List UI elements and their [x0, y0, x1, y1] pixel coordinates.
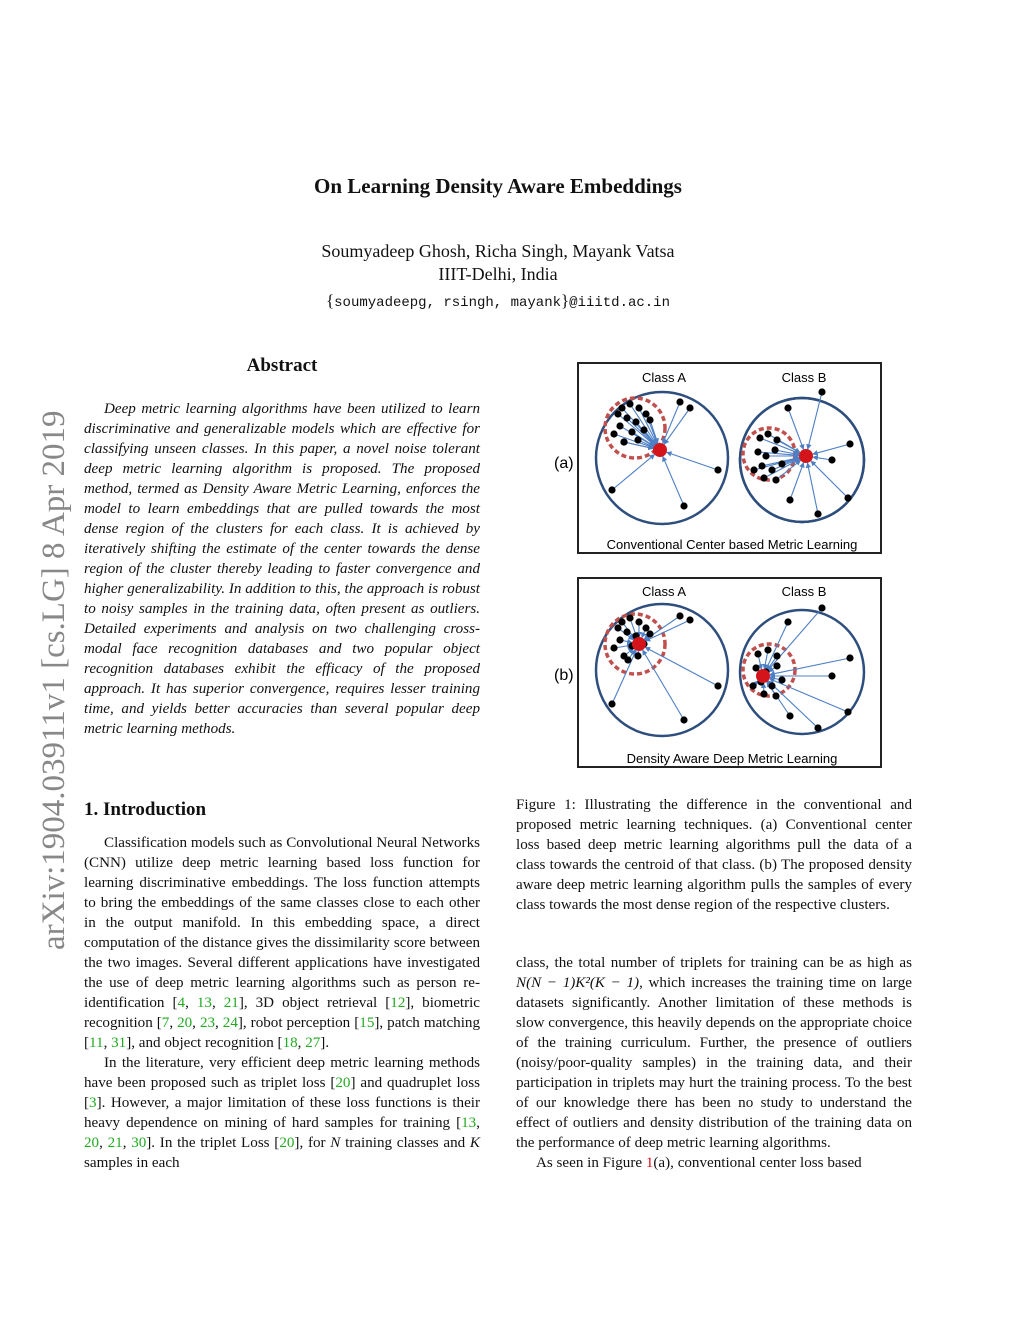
arxiv-side-stamp: arXiv:1904.03911v1 [cs.LG] 8 Apr 2019	[36, 410, 72, 950]
figure-reference-link[interactable]: 1	[645, 1155, 654, 1171]
sample-point	[616, 636, 623, 643]
sample-point	[762, 452, 769, 459]
panel-b-class-a-label: Class A	[641, 584, 687, 599]
introduction-body	[84, 833, 480, 1173]
citation-link[interactable]: 31	[111, 1035, 127, 1051]
sample-point	[686, 404, 693, 411]
sample-point	[618, 618, 625, 625]
sample-point	[752, 664, 759, 671]
sample-point	[764, 430, 771, 437]
sample-point	[646, 630, 653, 637]
citation-link[interactable]: 15	[359, 1015, 375, 1031]
sample-point	[686, 616, 693, 623]
pull-arrow	[667, 452, 718, 470]
sample-point	[618, 404, 625, 411]
sample-point	[680, 716, 687, 723]
panel-a-scatter	[596, 388, 864, 524]
citation-link[interactable]: 4	[177, 995, 186, 1011]
panel-b-class-b-label: Class B	[781, 584, 827, 599]
citation-link[interactable]: 20	[177, 1015, 193, 1031]
sample-point	[626, 614, 633, 621]
panel-b-label: (b)	[554, 667, 574, 684]
sample-point	[814, 724, 821, 731]
sample-point	[616, 422, 623, 429]
sample-point	[754, 448, 761, 455]
abstract-body	[84, 399, 480, 739]
citation-link[interactable]: 23	[199, 1015, 216, 1031]
sample-point	[614, 410, 621, 417]
sample-point	[614, 624, 621, 631]
caption-text: Figure 1: Illustrating the difference in the conventional and proposed metric learning techniques. (a) Conventional center loss based deep metric learning algorithms pull the data of a class towards the centroid of that class. (b) The proposed density aware deep metric learning algorithm pulls the samples of every class towards the most dense region of the respective clusters.	[516, 797, 912, 913]
right-paragraph-2: As seen in Figure 1(a), conventional center loss based	[536, 1155, 862, 1171]
sample-point	[828, 672, 835, 679]
sample-point	[773, 662, 780, 669]
right-paragraph-1: class, the total number of triplets for training can be as high as N(N − 1)K²(K − 1), which increases the training time on large datasets significantly. Another limitation of these methods is slow convergence, this heavily depends on the appropriate choice of the training curriculum. Further, the presence of outliers (noisy/poor-quality samples) in the training data, and their participation in triplets may hurt the training process. To the best of our knowledge there has been no study to understand the effect of outliers and density distribution of the training data on the performance of deep metric learning algorithms.	[516, 955, 912, 1151]
pull-arrow	[643, 650, 684, 720]
sample-point	[714, 466, 721, 473]
right-column-body	[516, 953, 912, 1173]
sample-point	[610, 430, 617, 437]
sample-point	[756, 434, 763, 441]
sample-point	[676, 612, 683, 619]
citation-link[interactable]: 21	[223, 995, 239, 1011]
sample-point	[642, 410, 649, 417]
pull-arrow	[788, 408, 804, 449]
sample-point	[814, 510, 821, 517]
pull-arrow	[663, 456, 684, 506]
citation-link[interactable]: 30	[131, 1135, 147, 1151]
panel-a-frame	[578, 363, 881, 553]
sample-point	[773, 436, 780, 443]
sample-point	[626, 400, 633, 407]
sample-point	[778, 460, 785, 467]
sample-point	[771, 446, 778, 453]
abstract-heading: Abstract	[246, 355, 318, 376]
citation-link[interactable]: 24	[222, 1015, 238, 1031]
section-heading-introduction: 1. Introduction	[84, 799, 207, 820]
sample-point	[786, 712, 793, 719]
class-center-marker-b1	[632, 637, 646, 651]
sample-point	[768, 682, 775, 689]
sample-point	[610, 644, 617, 651]
panel-a-title: Conventional Center based Metric Learning	[606, 537, 858, 552]
sample-point	[635, 618, 642, 625]
sample-point	[778, 676, 785, 683]
panel-a-label: (a)	[554, 455, 574, 472]
citation-link[interactable]: 20	[335, 1075, 351, 1091]
sample-point	[760, 474, 767, 481]
citation-link[interactable]: 27	[305, 1035, 321, 1051]
pull-arrow	[664, 408, 690, 444]
panel-a-class-a-label: Class A	[641, 370, 687, 385]
sample-point	[623, 628, 630, 635]
triplet-count-formula: N(N − 1)K²(K − 1)	[516, 975, 640, 991]
sample-point	[760, 690, 767, 697]
pull-arrow	[770, 658, 850, 675]
sample-point	[624, 656, 631, 663]
citation-link[interactable]: 11	[89, 1035, 104, 1051]
figure-1-diagram	[532, 360, 892, 772]
class-cluster-boundary-b1	[596, 604, 728, 736]
affiliation: IIIT-Delhi, India	[438, 264, 558, 284]
pull-arrow	[645, 620, 690, 641]
sample-point	[642, 624, 649, 631]
sample-point	[640, 426, 647, 433]
citation-link[interactable]: 13	[461, 1115, 477, 1131]
pull-arrow	[807, 463, 818, 514]
sample-point	[634, 436, 641, 443]
figure-1-caption	[516, 795, 912, 915]
citation-link[interactable]: 20	[279, 1135, 295, 1151]
sample-point	[750, 466, 757, 473]
sample-point	[784, 404, 791, 411]
figure-1	[532, 360, 892, 777]
panel-b-scatter	[596, 604, 864, 736]
sample-point	[628, 428, 635, 435]
sample-point	[754, 650, 761, 657]
sample-point	[620, 438, 627, 445]
sample-point	[632, 418, 639, 425]
sample-point	[608, 700, 615, 707]
sample-point	[714, 682, 721, 689]
sample-point	[846, 440, 853, 447]
class-center-marker-a2	[799, 449, 813, 463]
sample-point	[786, 496, 793, 503]
citation-link[interactable]: 12	[390, 995, 406, 1011]
sample-point	[635, 404, 642, 411]
sample-point	[768, 466, 775, 473]
intro-paragraph-2: In the literature, very efficient deep metric learning methods have been proposed such as triplet loss [20] and quadruplet loss [3]. However, a major limitation of these loss functions is their heavy dependence on mining of hard samples for training [13, 20, 21, 30]. In the triplet Loss [20], for N training classes and K samples in each	[84, 1055, 480, 1171]
class-center-marker-b2	[756, 669, 770, 683]
citation-link[interactable]: 7	[161, 1015, 170, 1031]
sample-point	[846, 654, 853, 661]
sample-point	[844, 708, 851, 715]
sample-point	[773, 652, 780, 659]
citation-link[interactable]: 3	[89, 1095, 97, 1111]
sample-point	[749, 682, 756, 689]
pull-arrow	[790, 463, 804, 500]
pull-arrow	[612, 454, 655, 490]
sample-point	[623, 414, 630, 421]
sample-point	[784, 618, 791, 625]
pull-arrow	[811, 461, 848, 498]
paper-title: On Learning Density Aware Embeddings	[314, 174, 682, 198]
sample-point	[818, 388, 825, 395]
citation-link[interactable]: 21	[107, 1135, 123, 1151]
sample-point	[844, 494, 851, 501]
sample-point	[676, 398, 683, 405]
citation-link[interactable]: 18	[282, 1035, 298, 1051]
author-list: Soumyadeep Ghosh, Richa Singh, Mayank Vatsa	[321, 241, 675, 261]
abstract-text: Deep metric learning algorithms have been utilized to learn discriminative and generalizable models which are effective for classifying unseen classes. In this paper, a novel noise tolerant deep metric learning algorithm is proposed. The proposed method, termed as Density Aware Metric Learning, enforces the model to learn embeddings that are pulled towards the most dense region of the clusters for each class. It is achieved by iteratively shifting the estimate of the center towards the dense region of the cluster thereby leading to faster convergence and higher generalizability. In addition to this, the approach is robust to noisy samples in the training data, often present as outliers. Detailed experiments and analysis on two challenging cross-modal face recognition databases and two popular object recognition databases exhibit the efficacy of the proposed approach. It has superior convergence, requires lesser training time, and yields better accuracies than several popular deep metric learning methods.	[84, 401, 480, 737]
pull-arrow	[768, 681, 818, 728]
panel-b-title: Density Aware Deep Metric Learning	[626, 751, 838, 766]
sample-point	[634, 652, 641, 659]
panel-a-class-b-label: Class B	[781, 370, 827, 385]
class-center-marker-a1	[653, 443, 667, 457]
sample-point	[646, 416, 653, 423]
sample-point	[818, 604, 825, 611]
citation-link[interactable]: 20	[84, 1135, 100, 1151]
pull-arrow	[813, 444, 850, 454]
citation-link[interactable]: 13	[196, 995, 212, 1011]
sample-point	[772, 692, 779, 699]
pull-arrow	[769, 679, 848, 712]
pull-arrow	[663, 402, 680, 444]
sample-point	[772, 476, 779, 483]
intro-paragraph-1: Classification models such as Convolutional Neural Networks (CNN) utilize deep metric learning based loss function for learning discriminative embeddings. The loss function attempts to bring the embeddings of the same classes close to each other in the output manifold. In this embedding space, a direct computation of the distance gives the dissimilarity score between the two images. Several different applications have investigated the use of deep metric learning algorithms such as person re-identification [4, 13, 21], 3D object retrieval [12], biometric recognition [7, 20, 23, 24], robot perception [15], patch matching [11, 31], and object recognition [18, 27].	[84, 835, 481, 1051]
author-emails: {soumyadeepg, rsingh, mayank}@iiitd.ac.in	[325, 291, 670, 311]
sample-point	[608, 486, 615, 493]
sample-point	[828, 456, 835, 463]
sample-point	[764, 646, 771, 653]
sample-point	[680, 502, 687, 509]
sample-point	[758, 462, 765, 469]
